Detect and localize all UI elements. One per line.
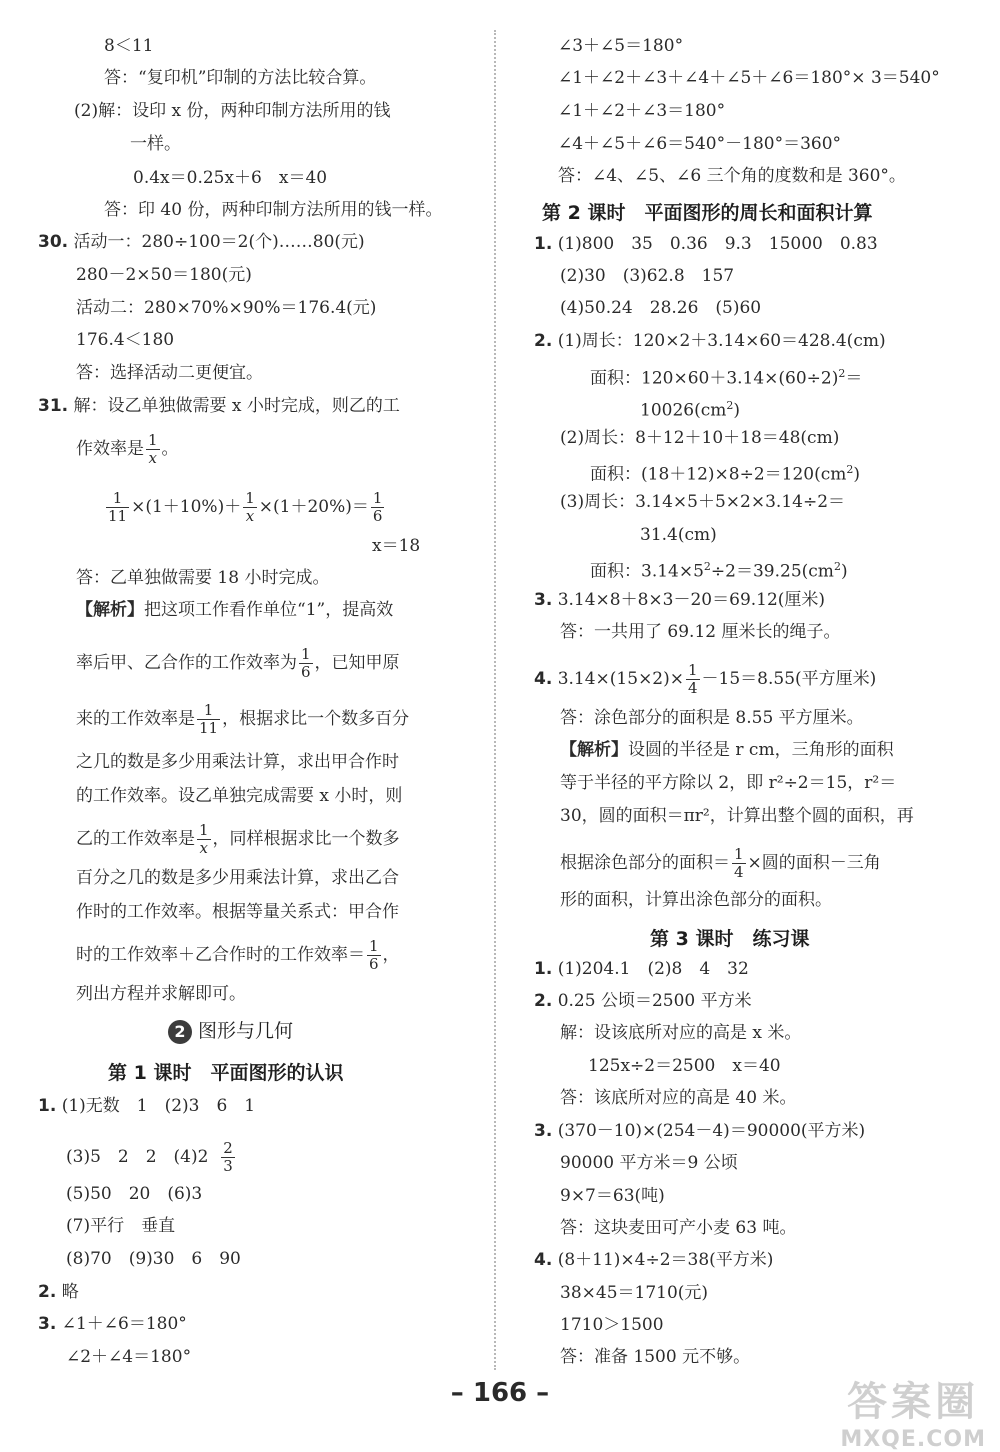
text: 时的工作效率＋乙合作时的工作效率＝ xyxy=(76,945,365,965)
text-line xyxy=(66,1140,237,1175)
question-30 xyxy=(38,232,365,252)
text-line: 答：该底所对应的高是 40 米。 xyxy=(560,1088,797,1108)
text: ÷2＝39.25(cm xyxy=(710,561,834,582)
question-number: 2. xyxy=(534,331,553,351)
watermark-logo xyxy=(840,1370,986,1452)
text-line xyxy=(76,432,179,467)
equation-line: x＝18 xyxy=(372,536,421,556)
text: 乙的工作效率是 xyxy=(76,829,195,849)
analysis-line: 的工作效率。设乙单独完成需要 x 小时，则 xyxy=(76,786,403,806)
fraction: $\frac{1}{4}$ xyxy=(688,661,698,697)
text: 作效率是 xyxy=(76,439,144,459)
analysis-line: 之几的数是多少用乘法计算，求出甲合作时 xyxy=(76,752,399,772)
text-line: (7)平行 垂直 xyxy=(66,1216,176,1236)
text-line: 答：涂色部分的面积是 8.55 平方厘米。 xyxy=(560,708,864,728)
question-2 xyxy=(38,1282,79,1302)
text-line: (5)50 20 (6)3 xyxy=(66,1184,203,1204)
text: 设圆的半径是 r cm，三角形的面积 xyxy=(628,740,894,760)
question-number: 3. xyxy=(534,1121,553,1141)
fraction: $\frac{1}{6}$ xyxy=(372,489,383,525)
text-line xyxy=(590,460,860,485)
text-line: 答：印 40 份，两种印制方法所用的钱一样。 xyxy=(104,200,443,220)
text-line: (2)解：设印 x 份，两种印制方法所用的钱 xyxy=(74,101,391,121)
analysis-line xyxy=(76,822,400,857)
exponent: 2 xyxy=(838,367,846,380)
question-31 xyxy=(38,396,400,416)
question-number: 3. xyxy=(534,590,553,610)
equation-line xyxy=(104,490,386,525)
analysis-tag: 【解析】 xyxy=(76,600,144,620)
fraction: $\frac{1}{11}$ xyxy=(199,701,219,737)
text-line: 0.25 公顷＝2500 平方米 xyxy=(557,991,752,1011)
text-line: 略 xyxy=(61,1282,79,1302)
text-line: 解：设乙单独做需要 x 小时完成，则乙的工 xyxy=(73,396,400,416)
equation-line: 0.4x＝0.25x＋6 x＝40 xyxy=(133,168,328,188)
question-1 xyxy=(38,1096,255,1116)
page-number: – 166 – xyxy=(450,1378,550,1408)
question-4 xyxy=(534,1250,773,1270)
text-line xyxy=(590,364,862,389)
text-line xyxy=(590,557,848,582)
text: (3)5 2 2 (4)2 xyxy=(66,1147,209,1167)
text-line: ∠1＋∠2＋∠3＝180° xyxy=(558,101,726,121)
text-line: (1)204.1 (2)8 4 32 xyxy=(557,959,749,979)
text: 根据涂色部分的面积＝ xyxy=(560,853,730,873)
lesson-heading: 第 1 课时 平面图形的认识 xyxy=(108,1062,344,1084)
fraction: $\frac{1}{6}$ xyxy=(301,645,311,681)
text: ，已知甲原 xyxy=(314,653,400,673)
text-line: 38×45＝1710(元) xyxy=(560,1283,709,1303)
text: ， xyxy=(382,945,400,965)
analysis-line xyxy=(76,702,409,737)
unit-title: 图形与几何 xyxy=(198,1020,294,1042)
analysis-line xyxy=(76,646,400,681)
text-line: (3)周长：3.14×5＋5×2×3.14÷2＝ xyxy=(560,492,846,512)
question-number: 4. xyxy=(534,669,553,689)
fraction: $\frac{1}{6}$ xyxy=(369,937,379,973)
exponent: 2 xyxy=(726,399,734,412)
text-line: 9×7＝63(吨) xyxy=(560,1186,665,1206)
question-number: 1. xyxy=(534,959,553,979)
fraction: $\frac{1}{11}$ xyxy=(108,489,128,525)
analysis-line: 作时的工作效率。根据等量关系式：甲合作 xyxy=(76,902,399,922)
lesson-heading: 第 3 课时 练习课 xyxy=(650,928,810,950)
text: 3.14×(15×2)× xyxy=(557,669,684,689)
text-line: 解：设该底所对应的高是 x 米。 xyxy=(560,1023,802,1043)
text-line: (1)周长：120×2＋3.14×60＝428.4(cm) xyxy=(557,331,886,351)
text-line: ∠3＋∠5＝180° xyxy=(558,36,684,56)
analysis-line: 列出方程并求解即可。 xyxy=(76,984,246,1004)
question-3 xyxy=(38,1314,187,1334)
question-3 xyxy=(534,1121,865,1141)
exponent: 2 xyxy=(703,560,711,573)
watermark-url: MXQE.COM xyxy=(840,1427,986,1452)
unit-heading xyxy=(168,1016,293,1044)
text: 面积：(18＋12)×8÷2＝120(cm xyxy=(590,464,847,485)
fraction: $\frac{1}{x}$ xyxy=(199,821,209,857)
exponent: 2 xyxy=(846,463,854,476)
text: 10026(cm xyxy=(640,400,727,421)
text-line: 答：选择活动二更便宜。 xyxy=(76,363,263,383)
question-number: 3. xyxy=(38,1314,57,1334)
text-line: (4)50.24 28.26 (5)60 xyxy=(560,298,762,318)
analysis-line: 30，圆的面积＝πr²，计算出整个圆的面积，再 xyxy=(560,806,914,826)
text-line: 答：“复印机”印制的方法比较合算。 xyxy=(104,68,377,88)
text: ×(1＋10%)＋ xyxy=(131,497,242,517)
question-number: 1. xyxy=(534,234,553,254)
text: 面积：120×60＋3.14×(60÷2) xyxy=(590,368,839,389)
text-line: 8＜11 xyxy=(104,36,154,56)
text: －15＝8.55(平方厘米) xyxy=(701,669,877,689)
text: 。 xyxy=(161,439,179,459)
analysis-line xyxy=(560,740,894,760)
fraction: $\frac{1}{x}$ xyxy=(245,489,255,525)
text: ＝ xyxy=(845,368,863,389)
text-line: 3.14×8＋8×3－20＝69.12(厘米) xyxy=(557,590,826,610)
text: ，根据求比一个数多百分 xyxy=(222,709,410,729)
text-line: 答：这块麦田可产小麦 63 吨。 xyxy=(560,1218,797,1238)
text: ×(1＋20%)＝ xyxy=(258,497,369,517)
text-line: 280－2×50＝180(元) xyxy=(76,265,252,285)
analysis-line: 百分之几的数是多少用乘法计算，求出乙合 xyxy=(76,868,399,888)
text-line: 答：一共用了 69.12 厘米长的绳子。 xyxy=(560,622,841,642)
text-line: (8＋11)×4÷2＝38(平方米) xyxy=(557,1250,774,1270)
text-line: ∠1＋∠6＝180° xyxy=(61,1314,187,1334)
text-line: (1)800 35 0.36 9.3 15000 0.83 xyxy=(557,234,878,254)
text-line: (2)30 (3)62.8 157 xyxy=(560,266,735,286)
analysis-line: 形的面积，计算出涂色部分的面积。 xyxy=(560,890,832,910)
column-divider xyxy=(494,30,496,1370)
unit-number-badge: 2 xyxy=(168,1020,192,1044)
text-line: 答：∠4、∠5、∠6 三个角的度数和是 360°。 xyxy=(558,166,906,186)
text: ) xyxy=(733,400,740,421)
analysis-tag: 【解析】 xyxy=(560,740,628,760)
question-1 xyxy=(534,959,749,979)
text: 来的工作效率是 xyxy=(76,709,195,729)
text-line: ∠2＋∠4＝180° xyxy=(66,1347,192,1367)
analysis-line xyxy=(76,600,393,620)
text-line: 90000 平方米＝9 公顷 xyxy=(560,1153,738,1173)
question-number: 30. xyxy=(38,232,69,252)
question-2 xyxy=(534,331,886,351)
equation-line: 125x÷2＝2500 x＝40 xyxy=(588,1056,781,1076)
question-number: 2. xyxy=(38,1282,57,1302)
text: ×圆的面积－三角 xyxy=(747,853,881,873)
text-line: (1)无数 1 (2)3 6 1 xyxy=(61,1096,256,1116)
text-line xyxy=(640,396,740,421)
question-4 xyxy=(534,662,876,697)
text-line: 176.4＜180 xyxy=(76,330,175,350)
analysis-line xyxy=(76,938,400,973)
text: 把这项工作看作单位“1”，提高效 xyxy=(144,600,394,620)
text: 面积：3.14×5 xyxy=(590,561,704,582)
analysis-line xyxy=(560,846,881,881)
lesson-heading: 第 2 课时 平面图形的周长和面积计算 xyxy=(542,202,873,224)
exponent: 2 xyxy=(833,560,841,573)
fraction: $\frac{1}{4}$ xyxy=(734,845,744,881)
question-number: 4. xyxy=(534,1250,553,1270)
analysis-line: 等于半径的平方除以 2，即 r²÷2＝15，r²＝ xyxy=(560,773,897,793)
fraction: $\frac{1}{x}$ xyxy=(148,431,158,467)
fraction: $\frac{2}{3}$ xyxy=(223,1139,233,1175)
text: ) xyxy=(840,561,848,582)
text-line: ∠1＋∠2＋∠3＋∠4＋∠5＋∠6＝180°× 3＝540° xyxy=(558,68,940,88)
question-number: 2. xyxy=(534,991,553,1011)
text: ，同样根据求比一个数多 xyxy=(212,829,400,849)
text-line: 答：乙单独做需要 18 小时完成。 xyxy=(76,568,330,588)
question-2 xyxy=(534,991,752,1011)
question-number: 1. xyxy=(38,1096,57,1116)
text-line: ∠4＋∠5＋∠6＝540°－180°＝360° xyxy=(558,134,842,154)
question-3 xyxy=(534,590,825,610)
text-line: 一样。 xyxy=(130,134,181,154)
watermark-text: 答案圈 xyxy=(847,1379,980,1425)
question-1 xyxy=(534,234,878,254)
text: ) xyxy=(853,464,861,485)
text-line: 1710＞1500 xyxy=(560,1315,664,1335)
text-line: (8)70 (9)30 6 90 xyxy=(66,1249,241,1269)
text-line: 活动一：280÷100＝2(个)……80(元) xyxy=(73,232,365,252)
text: 率后甲、乙合作的工作效率为 xyxy=(76,653,297,673)
text-line: (2)周长：8＋12＋10＋18＝48(cm) xyxy=(560,428,840,448)
text-line: 活动二：280×70%×90%＝176.4(元) xyxy=(76,298,377,318)
text-line: 答：准备 1500 元不够。 xyxy=(560,1347,751,1367)
question-number: 31. xyxy=(38,396,69,416)
text-line: (370－10)×(254－4)＝90000(平方米) xyxy=(557,1121,866,1141)
text-line: 31.4(cm) xyxy=(640,525,717,545)
